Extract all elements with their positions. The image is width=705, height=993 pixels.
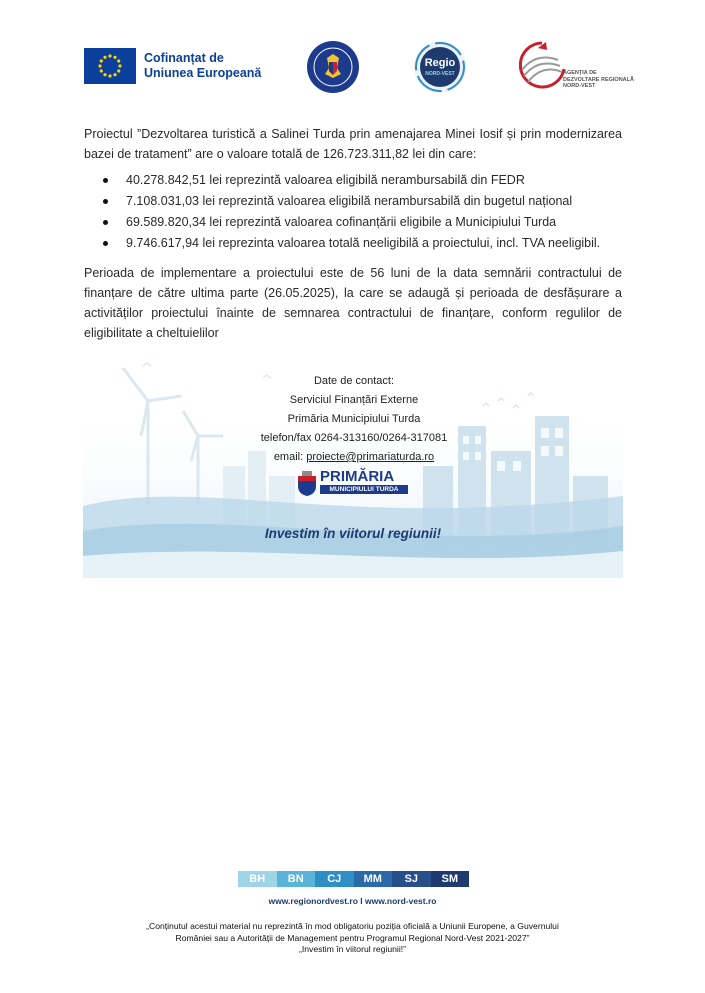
eu-flag-logo xyxy=(84,48,136,84)
primaria-logo-main: PRIMĂRIA xyxy=(320,468,395,485)
regio-logo xyxy=(413,40,467,94)
adr-line-1: AGENȚIA DE xyxy=(563,70,597,76)
county-sm: SM xyxy=(431,871,470,887)
bullet-icon xyxy=(103,220,108,225)
county-cj: CJ xyxy=(315,871,354,887)
primaria-turda-logo xyxy=(296,468,416,498)
list-item: 7.108.031,03 lei reprezintă valoarea eligibilă nerambursabilă din bugetul național xyxy=(84,191,622,212)
eu-stars-icon xyxy=(84,48,136,84)
implementation-period: Perioada de implementare a proiectului este de 56 luni de la data semnării contractului de finanțare de către ultima parte (26.05.2025), la care se adaugă și perioada de desfășurare a activităților proiectului înainte de semnarea contractului de finanțare, conform regulilor de eligibilitate a cheltuielilor xyxy=(84,266,622,340)
contact-phone: telefon/fax 0264-313160/0264-317081 xyxy=(260,432,448,444)
contact-title: Date de contact: xyxy=(313,375,395,387)
regio-label: Regio xyxy=(424,57,456,69)
county-mm: MM xyxy=(354,871,393,887)
contact-service: Serviciul Finanțări Externe xyxy=(289,394,419,406)
contact-institution: Primăria Municipiului Turda xyxy=(287,413,421,425)
email-label: email: xyxy=(273,451,307,463)
disclaimer xyxy=(110,921,595,956)
county-bn: BN xyxy=(277,871,316,887)
slogan: Investim în viitorul regiunii! xyxy=(264,526,442,541)
adr-line-2: DEZVOLTARE REGIONALĂ xyxy=(563,76,634,83)
list-item: 9.746.617,94 lei reprezinta valoarea totală neeligibilă a proiectului, incl. TVA neeligibil. xyxy=(84,233,622,254)
government-seal-logo xyxy=(306,40,360,94)
adr-text xyxy=(563,70,634,90)
bullet-icon xyxy=(103,178,108,183)
adr-line-3: NORD-VEST xyxy=(563,83,596,89)
county-bh: BH xyxy=(238,871,277,887)
primaria-logo-sub: MUNICIPIULUI TURDA xyxy=(320,485,408,494)
project-intro: Proiectul ”Dezvoltarea turistică a Salinei Turda prin amenajarea Minei Iosif și prin modernizarea bazei de tratament” are o valoare totală de 126.723.311,82 lei din care: xyxy=(84,127,622,161)
website-links[interactable]: www.regionordvest.ro I www.nord-vest.ro xyxy=(268,896,437,906)
bullet-icon xyxy=(103,241,108,246)
contact-block xyxy=(196,372,512,467)
bullet-icon xyxy=(103,199,108,204)
disclaimer-line-2: României sau a Autorității de Management pentru Programul Regional Nord-Vest 2021-2027” xyxy=(175,932,530,943)
budget-list xyxy=(84,170,622,254)
list-item: 69.589.820,34 lei reprezintă valoarea cofinanțării eligibile a Municipiului Turda xyxy=(84,212,622,233)
contact-email-line xyxy=(196,448,512,467)
county-bar xyxy=(238,871,469,887)
county-sj: SJ xyxy=(392,871,431,887)
coat-of-arms-icon xyxy=(296,470,318,496)
disclaimer-line-3: „Investim în viitorul regiunii!” xyxy=(299,944,406,954)
disclaimer-line-1: „Conținutul acestui material nu reprezintă în mod obligatoriu poziția oficială a Uniunii Europene, a Guvernului xyxy=(146,921,559,931)
eu-line-2: Uniunea Europeană xyxy=(144,66,262,80)
eu-line-1: Cofinanțat de xyxy=(144,51,224,65)
regio-sub: NORD-VEST xyxy=(425,71,455,77)
email-link[interactable]: proiecte@primariaturda.ro xyxy=(306,451,435,463)
eu-cofinancing-text xyxy=(144,51,261,81)
list-item: 40.278.842,51 lei reprezintă valoarea eligibilă nerambursabilă din FEDR xyxy=(84,170,622,191)
